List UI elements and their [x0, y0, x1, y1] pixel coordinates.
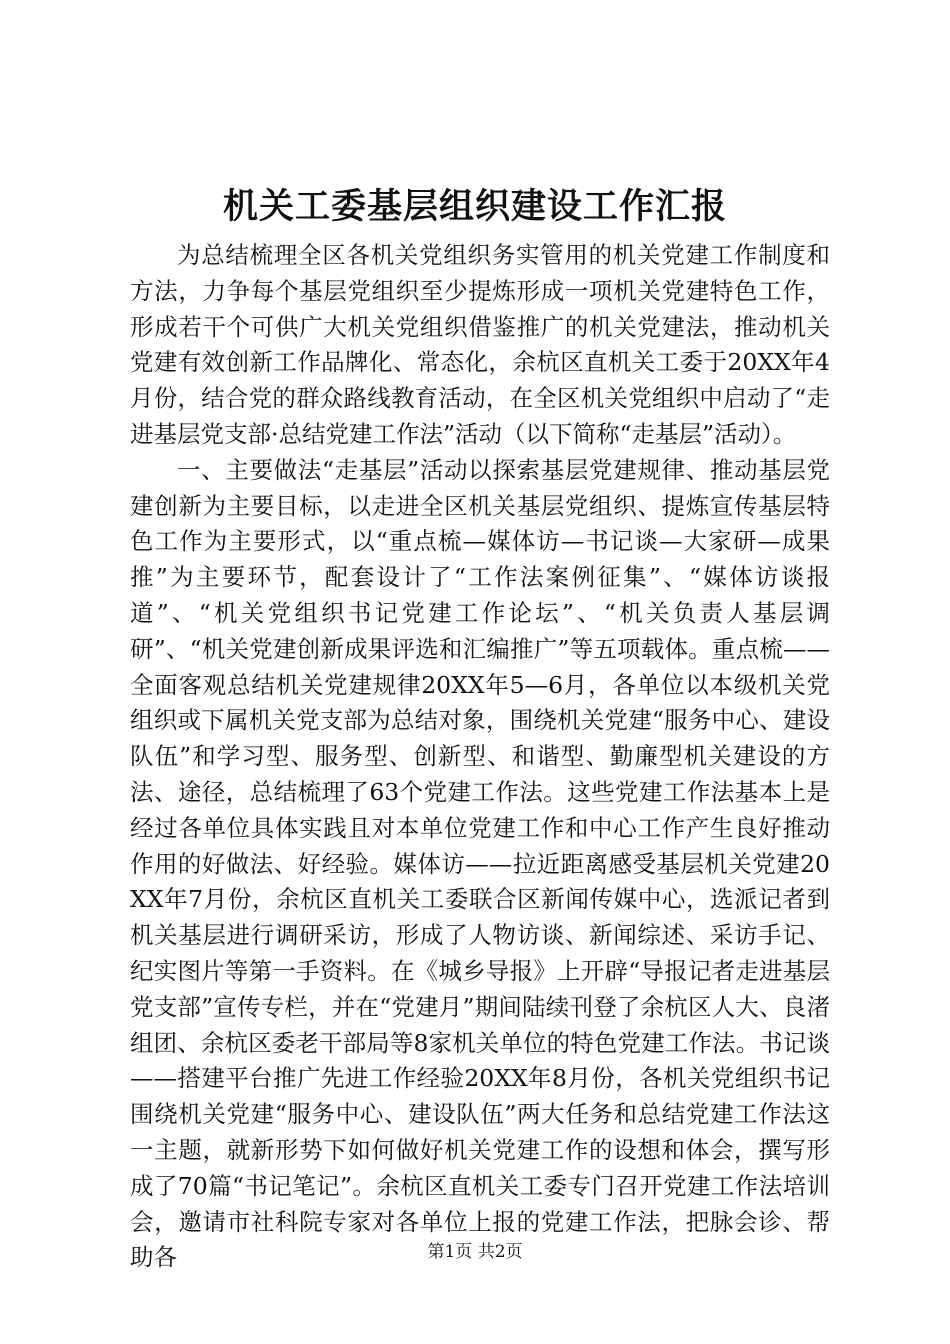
page-number-footer: 第1页 共2页 [427, 1242, 523, 1262]
document-title: 机关工委基层组织建设工作汇报 [222, 186, 727, 227]
paragraph-main-practices: 一、主要做法“走基层”活动以探索基层党建规律、推动基层党建创新为主要目标，以走进全区机关基层党组织、提炼宣传基层特色工作为主要形式，以“重点梳—媒体访—书记谈—大家研—成果推”为主要环节，配套设计了“工作法案例征集”、“媒体访谈报道”、“机关党组织书记党建工作论坛”、“机关负责人基层调研”、“机关党建创新成果评选和汇编推广”等五项载体。重点梳——全面客观总结机关党建规律20XX年5—6月，各单位以本级机关党组织或下属机关党支部为总结对象，围绕机关党建“服务中心、建设队伍”和学习型、服务型、创新型、和谐型、勤廉型机关建设的方法、途径，总结梳理了63个党建工作法。这些党建工作法基本上是经过各单位具体实践且对本单位党建工作和中心工作产生良好推动作用的好做法、好经验。媒体访——拉近距离感受基层机关党建20XX年7月份，余杭区直机关工委联合区新闻传媒中心，选派记者到机关基层进行调研采访，形成了人物访谈、新闻综述、采访手记、纪实图片等第一手资料。在《城乡导报》上开辟“导报记者走进基层党支部”宣传专栏，并在“党建月”期间陆续刊登了余杭区人大、良渚组团、余杭区委老干部局等8家机关单位的特色党建工作法。书记谈——搭建平台推广先进工作经验20XX年8月份，各机关党组织书记围绕机关党建“服务中心、建设队伍”两大任务和总结党建工作法这一主题，就新形势下如何做好机关党建工作的设想和体会，撰写形成了70篇“书记笔记”。余杭区直机关工委专门召开党建工作法培训会，邀请市社科院专家对各单位上报的党建工作法，把脉会诊、帮助各 [130, 455, 830, 1272]
document-body [130, 238, 830, 1276]
paragraph-intro: 为总结梳理全区各机关党组织务实管用的机关党建工作制度和方法，力争每个基层党组织至少提炼形成一项机关党建特色工作，形成若干个可供广大机关党组织借鉴推广的机关党建法，推动机关党建有效创新工作品牌化、常态化，余杭区直机关工委于20XX年4月份，结合党的群众路线教育活动，在全区机关党组织中启动了“走进基层党支部·总结党建工作法”活动（以下简称“走基层”活动）。 [130, 241, 830, 448]
